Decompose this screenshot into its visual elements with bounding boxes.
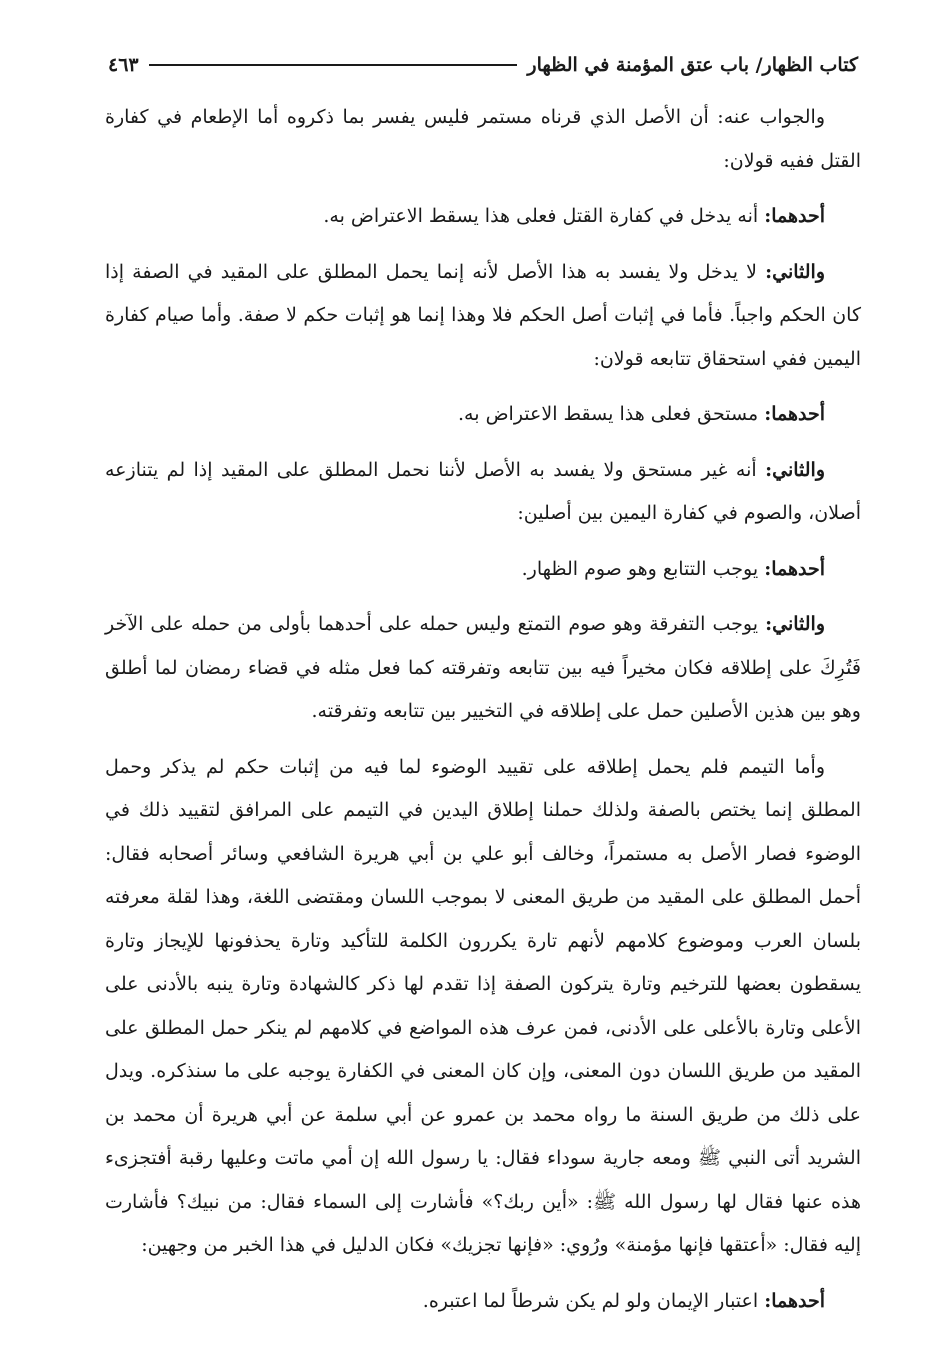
paragraph-text: اعتبار الإيمان ولو لم يكن شرطاً لما اعتبره. bbox=[422, 1289, 765, 1312]
paragraph bbox=[105, 548, 861, 592]
paragraph bbox=[105, 251, 861, 382]
paragraph-text: وأما التيمم فلم يحمل إطلاقه على تقييد الوضوء لما فيه من إثبات حكم لم يذكر وحمل المطلق إنما يختص بالصفة ولذلك حملنا إطلاق اليدين في التيمم على المرافق لتقييد ذلك في الوضوء فصار الأصل به مستمراً، وخالف أبو علي بن أبي هريرة الشافعي وسائر أصحابه فقال: أحمل المطلق على المقيد من طريق المعنى لا بموجب اللسان ومقتضى اللغة، وهذا لقلة معرفته بلسان العرب وموضوع كلامهم لأنهم تارة يكررون الكلمة للتأكيد وتارة يحذفونها للإيجاز وتارة يسقطون بعضها للترخيم وتارة يتركون الصفة إذا تقدم لها ذكر كالشهادة وتارة ينبه بالأدنى على الأعلى وتارة بالأعلى على الأدنى، فمن عرف هذه المواضع في كلامهم لم ينكر حمل المطلق على المقيد من طريق اللسان دون المعنى، وإن كان المعنى في الكفارة يوجبه على ما سنذكره. ويدل على ذلك من طريق السنة ما رواه محمد بن عمرو عن أبي سلمة عن أبي هريرة أن محمد بن الشريد أتى النبي ﷺ ومعه جارية سوداء فقال: يا رسول الله إن أمي ماتت وعليها رقبة أفتجزىء هذه عنها فقال لها رسول الله ﷺ: «أين ربك؟» فأشارت إلى السماء فقال: من نبيك؟ فأشارت إليه فقال: «أعتقها فإنها مؤمنة» ورُوي: «فإنها تجزيك» فكان الدليل في هذا الخبر من وجهين: bbox=[105, 755, 861, 1256]
paragraph bbox=[105, 746, 861, 1268]
paragraph-text: والجواب عنه: أن الأصل الذي قرناه مستمر فليس يفسر بما ذكروه أما الإطعام في كفارة القتل ففيه قولان: bbox=[105, 106, 861, 172]
paragraph-text: مستحق فعلى هذا يسقط الاعتراض به. bbox=[458, 403, 765, 425]
paragraph-lead: أحدهما: bbox=[764, 1289, 825, 1312]
paragraph-lead: والثاني: bbox=[765, 458, 825, 481]
paragraph-lead: أحدهما: bbox=[764, 403, 825, 425]
paragraph bbox=[105, 449, 861, 536]
paragraph-text: يوجب التفرقة وهو صوم التمتع وليس حمله على أحدهما بأولى من حمله على الآخر فَتُرِكَ على إطلاقه فكان مخيراً فيه بين تتابعه وتفرقته كما فعل مثله في قضاء رمضان لما أطلق وهو بين هذين الأصلين حمل على إطلاقه في التخيير بين تتابعه وتفرقته. bbox=[105, 613, 861, 722]
paragraph bbox=[105, 393, 861, 437]
paragraph-lead: أحدهما: bbox=[764, 557, 825, 580]
running-header bbox=[108, 48, 858, 82]
paragraph bbox=[105, 1280, 861, 1324]
paragraph-text: يوجب التتابع وهو صوم الظهار. bbox=[521, 557, 765, 580]
page-number: ٤٦٣ bbox=[108, 54, 139, 76]
paragraph bbox=[105, 96, 861, 183]
body-text bbox=[105, 96, 861, 1323]
paragraph bbox=[105, 603, 861, 734]
paragraph bbox=[105, 195, 861, 239]
paragraph-lead: والثاني: bbox=[765, 613, 825, 635]
paragraph-lead: أحدهما: bbox=[764, 205, 825, 227]
header-rule bbox=[149, 64, 518, 66]
paragraph-lead: والثاني: bbox=[765, 260, 825, 283]
paragraph-text: لا يدخل ولا يفسد به هذا الأصل لأنه إنما يحمل المطلق على المقيد في الصفة إذا كان الحكم واجباً. فأما في إثبات أصل الحكم فلا وهذا إنما هو إثبات حكم لا صفة. وأما صيام كفارة اليمين ففي استحقاق تتابعه قولان: bbox=[105, 260, 861, 370]
chapter-title: كتاب الظهار/ باب عتق المؤمنة في الظهار bbox=[527, 54, 858, 76]
paragraph-text: أنه يدخل في كفارة القتل فعلى هذا يسقط الاعتراض به. bbox=[323, 205, 765, 227]
paragraph-text: أنه غير مستحق ولا يفسد به الأصل لأننا نحمل المطلق على المقيد إذا لم يتنازعه أصلان، والصوم في كفارة اليمين بين أصلين: bbox=[105, 458, 861, 524]
